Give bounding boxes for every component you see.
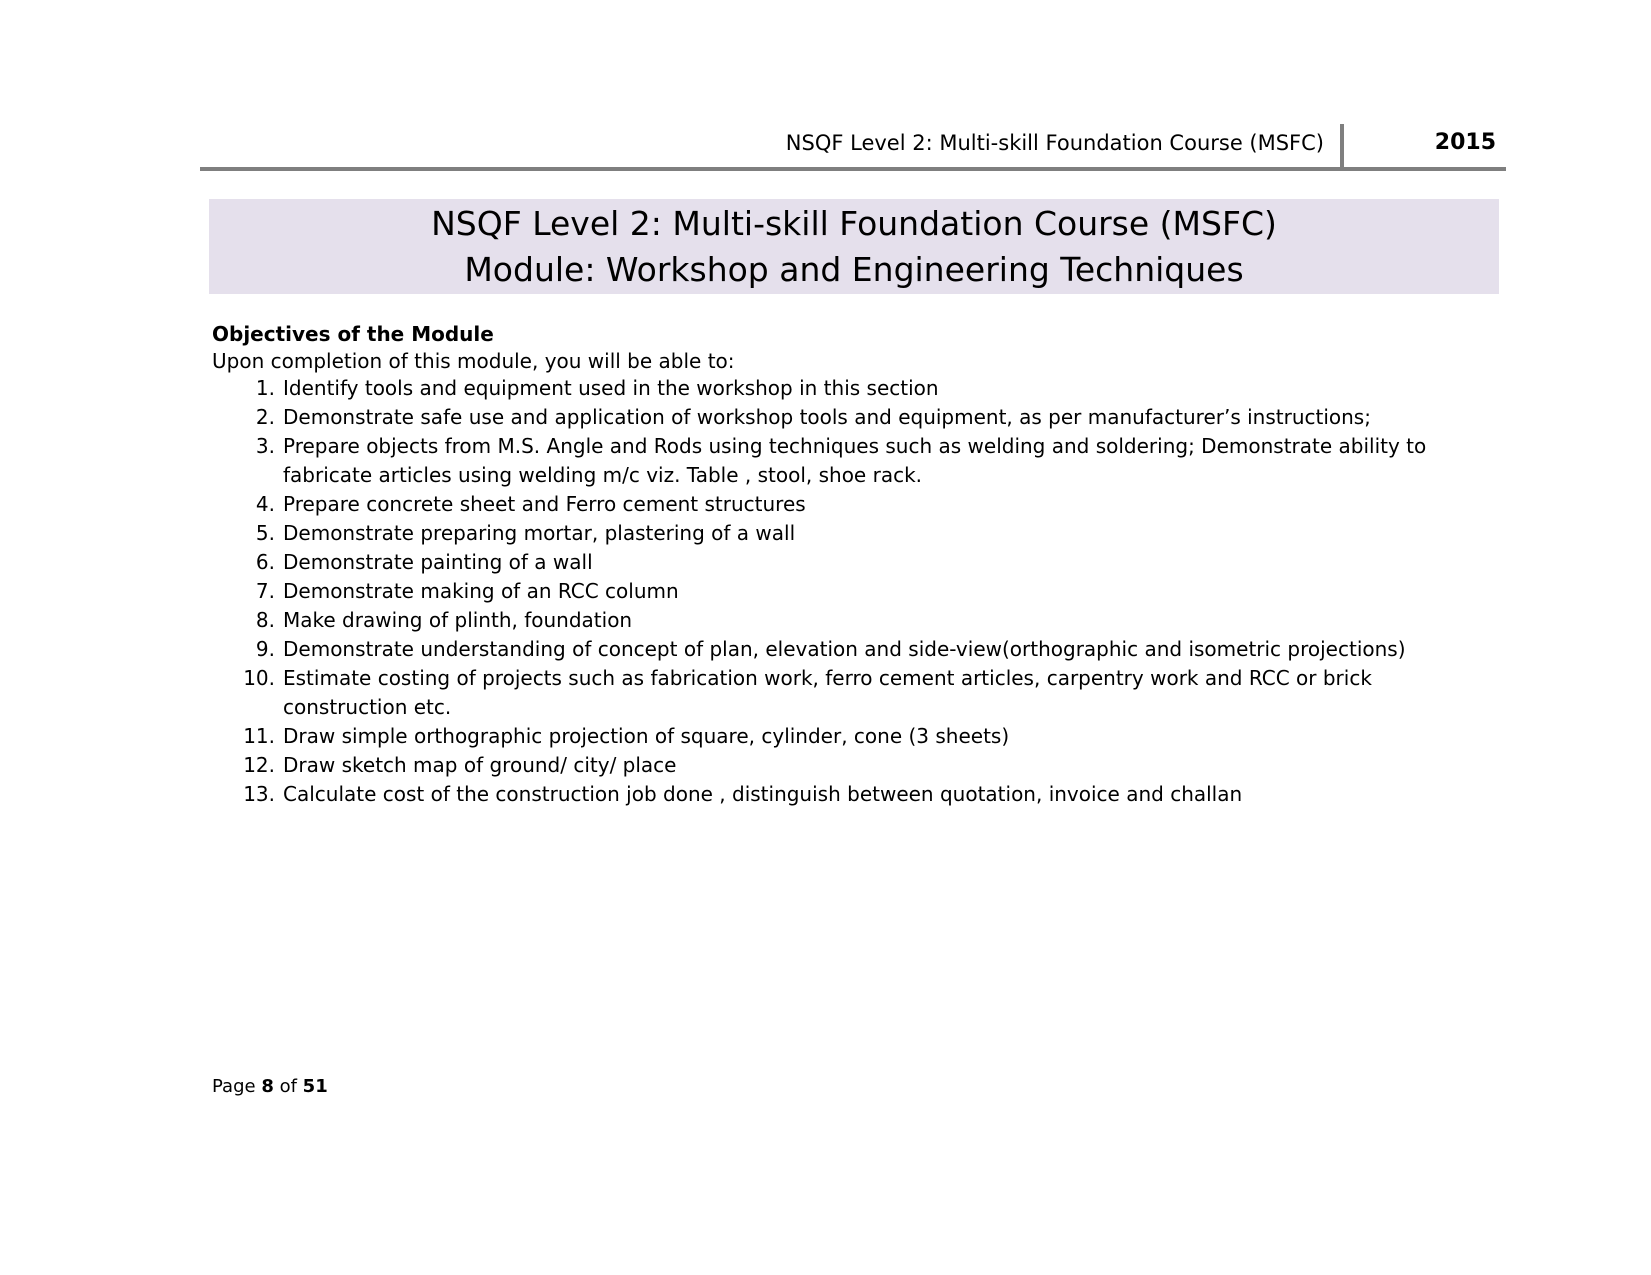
- list-item-text: Draw simple orthographic projection of square, cylinder, cone (3 sheets): [283, 724, 1010, 748]
- list-item-number: 11.: [243, 724, 275, 748]
- objectives-list: [212, 374, 1502, 809]
- footer-page-word: Page: [212, 1076, 256, 1097]
- list-item: [212, 722, 1502, 751]
- footer-total-pages: 51: [302, 1076, 328, 1097]
- list-item-number: 3.: [255, 434, 275, 458]
- header-divider: [1340, 124, 1344, 168]
- list-item-text: Demonstrate safe use and application of workshop tools and equipment, as per manufacturer’s instructions;: [283, 405, 1371, 429]
- list-item-text: Prepare concrete sheet and Ferro cement structures: [283, 492, 806, 516]
- list-item-number: 13.: [243, 782, 275, 806]
- list-item-number: 10.: [243, 666, 275, 690]
- objectives-heading: Objectives of the Module: [212, 322, 494, 346]
- list-item-number: 4.: [255, 492, 275, 516]
- list-item: [212, 432, 1502, 490]
- list-item-text: Draw sketch map of ground/ city/ place: [283, 753, 677, 777]
- list-item: [212, 751, 1502, 780]
- running-header: [200, 124, 1506, 168]
- list-item-text: Demonstrate making of an RCC column: [283, 579, 679, 603]
- list-item-number: 6.: [255, 550, 275, 574]
- list-item-number: 1.: [255, 376, 275, 400]
- list-item-text: Identify tools and equipment used in the workshop in this section: [283, 376, 939, 400]
- header-title: NSQF Level 2: Multi-skill Foundation Course (MSFC): [785, 131, 1324, 155]
- page-footer: [212, 1075, 328, 1099]
- list-item-number: 12.: [243, 753, 275, 777]
- list-item: [212, 780, 1502, 809]
- header-year: 2015: [1434, 130, 1496, 155]
- list-item-text: Make drawing of plinth, foundation: [283, 608, 633, 632]
- list-item: [212, 519, 1502, 548]
- title-band: [209, 199, 1499, 294]
- list-item: [212, 490, 1502, 519]
- list-item: [212, 374, 1502, 403]
- list-item-number: 5.: [255, 521, 275, 545]
- header-rule: [200, 167, 1506, 171]
- list-item-number: 2.: [255, 405, 275, 429]
- list-item-number: 8.: [255, 608, 275, 632]
- objectives-intro: Upon completion of this module, you will be able to:: [212, 349, 735, 373]
- list-item-text: Demonstrate understanding of concept of plan, elevation and side-view(orthographic and isometric projections): [283, 637, 1406, 661]
- list-item: [212, 403, 1502, 432]
- list-item: [212, 606, 1502, 635]
- list-item-text: Estimate costing of projects such as fabrication work, ferro cement articles, carpentry work and RCC or brick construction etc.: [283, 666, 1372, 719]
- list-item: [212, 548, 1502, 577]
- list-item-text: Calculate cost of the construction job done , distinguish between quotation, invoice and challan: [283, 782, 1243, 806]
- objectives-section: [212, 320, 1502, 809]
- module-title: Module: Workshop and Engineering Techniques: [464, 250, 1244, 289]
- list-item: [212, 635, 1502, 664]
- list-item-text: Demonstrate preparing mortar, plastering of a wall: [283, 521, 796, 545]
- list-item-text: Prepare objects from M.S. Angle and Rods using techniques such as welding and soldering; Demonstrate ability to fabricate articles using welding m/c viz. Table , stool, shoe rack.: [283, 434, 1427, 487]
- footer-of-word: of: [279, 1076, 297, 1097]
- list-item-number: 7.: [255, 579, 275, 603]
- list-item-text: Demonstrate painting of a wall: [283, 550, 593, 574]
- course-title: NSQF Level 2: Multi-skill Foundation Course (MSFC): [431, 204, 1277, 243]
- list-item: [212, 577, 1502, 606]
- list-item-number: 9.: [255, 637, 275, 661]
- list-item: [212, 664, 1502, 722]
- footer-current-page: 8: [261, 1076, 274, 1097]
